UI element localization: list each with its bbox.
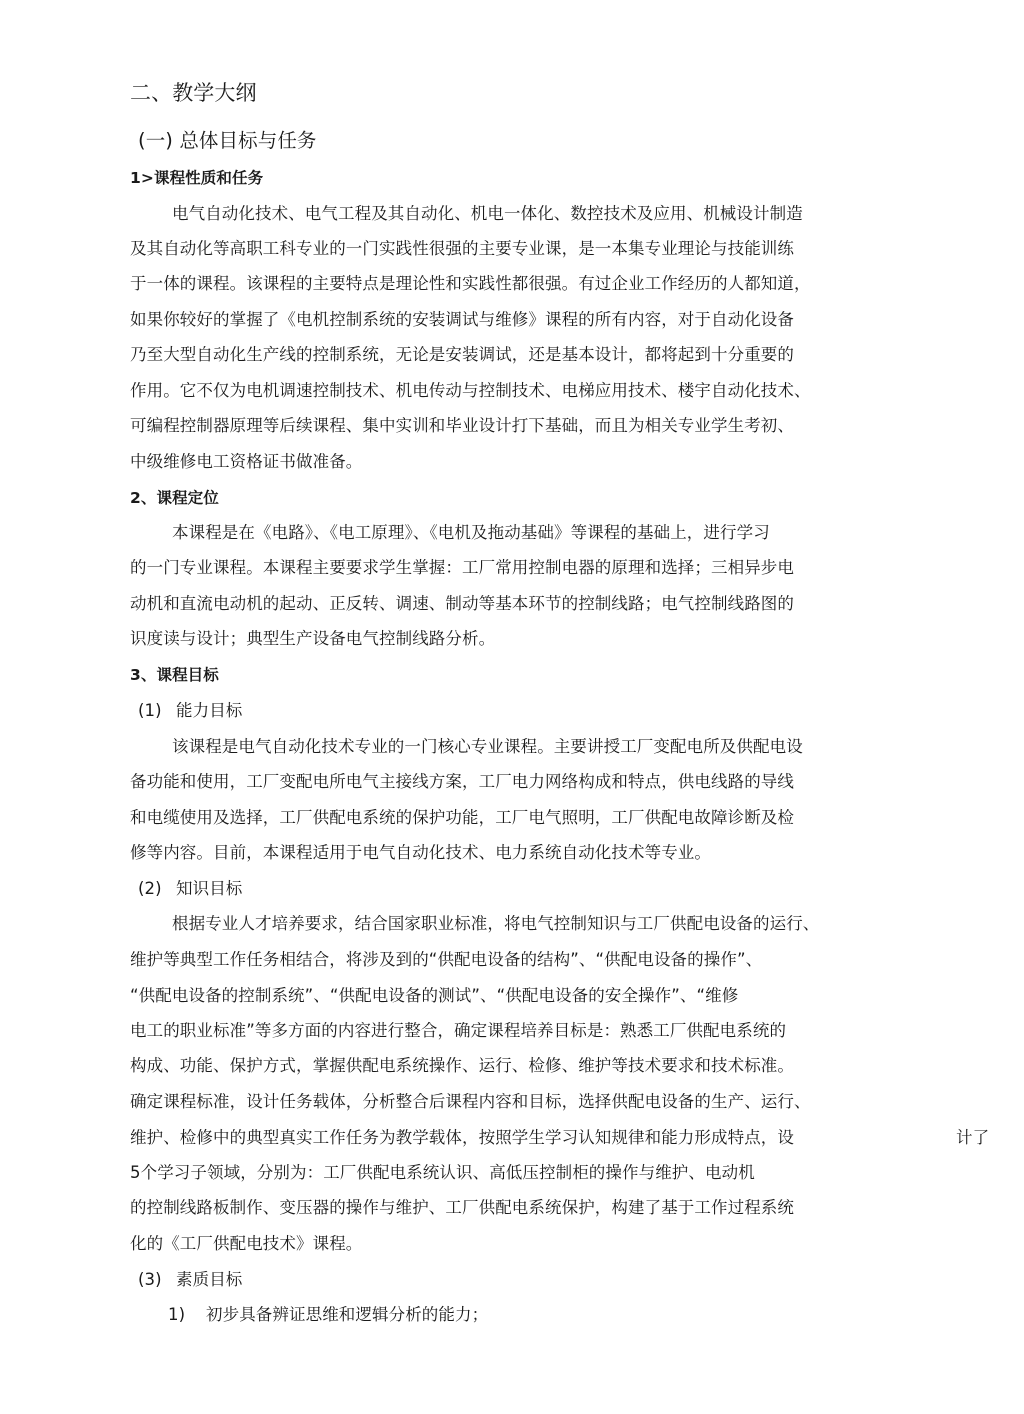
paragraph-line-tail: 计了 [956,1128,990,1147]
list-item-number: 1) [168,1305,186,1324]
paragraph-line: 维护等典型工作任务相结合，将涉及到的“供配电设备的结构”、“供配电设备的操作”、 [130,950,763,969]
paragraph-line: 电工的职业标准”等多方面的内容进行整合，确定课程培养目标是：熟悉工厂供配电系统的 [130,1021,787,1040]
paragraph-line: 维护、检修中的典型真实工作任务为教学载体，按照学生学习认知规律和能力形成特点，设 [130,1128,794,1147]
section3-title: 3、课程目标 [130,666,219,684]
paragraph-line: 于一体的课程。该课程的主要特点是理论性和实践性都很强。有过企业工作经历的人都知道， [130,274,811,293]
subsection-number: (3) [138,1270,162,1289]
subsection-title: 能力目标 [176,701,243,720]
section2-title: 2、课程定位 [130,489,219,507]
subsection-title: 素质目标 [176,1270,243,1289]
paragraph-line: 可编程控制器原理等后续课程、集中实训和毕业设计打下基础，而且为相关专业学生考初、 [130,416,794,435]
paragraph-line: 的一门专业课程。本课程主要要求学生掌握：工厂常用控制电器的原理和选择；三相异步电 [130,558,794,577]
paragraph-line: 电气自动化技术、电气工程及其自动化、机电一体化、数控技术及应用、机械设计制造 [172,204,803,223]
paragraph-line: 化的《工厂供配电技术》课程。 [130,1234,363,1253]
paragraph-line: 乃至大型自动化生产线的控制系统，无论是安装调试，还是基本设计，都将起到十分重要的 [130,345,794,364]
subsection-title: 知识目标 [176,879,243,898]
list-item-text: 初步具备辨证思维和逻辑分析的能力； [206,1305,489,1324]
paragraph-line: 根据专业人才培养要求，结合国家职业标准，将电气控制知识与工厂供配电设备的运行、 [172,914,820,933]
paragraph-line: 确定课程标准，设计任务载体，分析整合后课程内容和目标，选择供配电设备的生产、运行、 [130,1092,811,1111]
sub-heading: (一) 总体目标与任务 [138,129,317,152]
paragraph-line: 作用。它不仅为电机调速控制技术、机电传动与控制技术、电梯应用技术、楼宇自动化技术、 [130,381,811,400]
paragraph-line: “供配电设备的控制系统”、“供配电设备的测试”、“供配电设备的安全操作”、“维修 [130,986,739,1005]
paragraph-line: 及其自动化等高职工科专业的一门实践性很强的主要专业课，是一本集专业理论与技能训练 [130,239,794,258]
paragraph-line: 该课程是电气自动化技术专业的一门核心专业课程。主要讲授工厂变配电所及供配电设 [172,737,803,756]
paragraph-line: 如果你较好的掌握了《电机控制系统的安装调试与维修》课程的所有内容，对于自动化设备 [130,310,794,329]
paragraph-line: 识度读与设计；典型生产设备电气控制线路分析。 [130,629,496,648]
paragraph-line: 的控制线路板制作、变压器的操作与维护、工厂供配电系统保护，构建了基于工作过程系统 [130,1198,794,1217]
paragraph-line: 中级维修电工资格证书做准备。 [130,452,363,471]
paragraph-line: 备功能和使用，工厂变配电所电气主接线方案，工厂电力网络构成和特点，供电线路的导线 [130,772,794,791]
main-heading: 二、教学大纲 [130,81,257,105]
paragraph-line: 本课程是在《电路》、《电工原理》、《电机及拖动基础》等课程的基础上，进行学习 [172,523,770,542]
section1-title: 1>课程性质和任务 [130,169,264,187]
paragraph-line: 构成、功能、保护方式，掌握供配电系统操作、运行、检修、维护等技术要求和技术标准。 [130,1056,794,1075]
paragraph-line: 5个学习子领域，分别为：工厂供配电系统认识、高低压控制柜的操作与维护、电动机 [130,1163,755,1182]
paragraph-line: 动机和直流电动机的起动、正反转、调速、制动等基本环节的控制线路；电气控制线路图的 [130,594,794,613]
subsection-number: (1) [138,701,162,720]
subsection-number: (2) [138,879,162,898]
paragraph-line: 修等内容。目前，本课程适用于电气自动化技术、电力系统自动化技术等专业。 [130,843,711,862]
paragraph-line: 和电缆使用及选择，工厂供配电系统的保护功能，工厂电气照明，工厂供配电故障诊断及检 [130,808,794,827]
